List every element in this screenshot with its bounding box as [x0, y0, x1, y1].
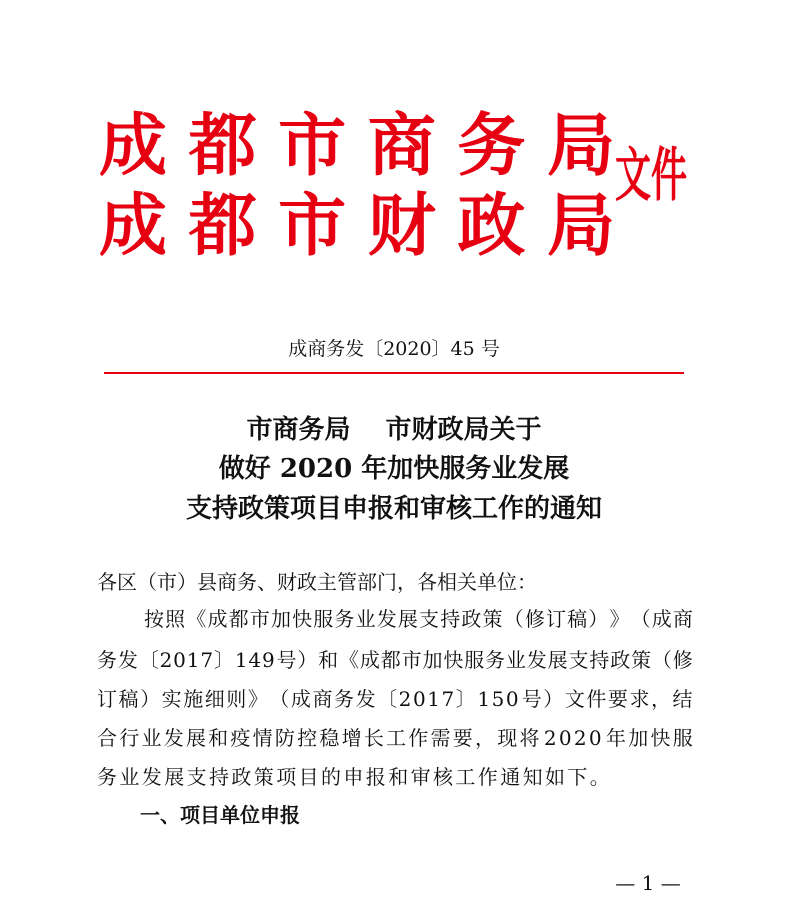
document-title-line-1: 市商务局 市财政局关于: [246, 415, 542, 445]
issuer-char: 政: [457, 186, 526, 266]
issuer-char: 都: [188, 106, 257, 186]
issuer-char: 成: [98, 106, 167, 186]
paragraph-line: 按 照 《 成 都 市 加 快 服 务 业 发 展 支 持 政 策 （ 修 订 稿 ） 》 （ 成 商: [144, 607, 693, 631]
paragraph-line: 订 稿 ） 实 施 细 则 》 （ 成 商 务 发 〔 2 0 1 7 〕 1 5 0 号 ） 文 件 要 求 ， 结: [97, 687, 693, 711]
issuer-line-finance: [97, 188, 617, 264]
issuer-char: 商: [367, 106, 436, 186]
issuer-char: 市: [278, 106, 347, 186]
red-divider: [104, 372, 684, 374]
document-number: 成商务发〔2020〕45 号: [288, 338, 500, 360]
issuer-char: 财: [367, 186, 436, 266]
paragraph-line: 务 发 〔 2 0 1 7 〕 1 4 9 号 ） 和 《 成 都 市 加 快 服 务 业 发 展 支 持 政 策 （ 修: [97, 648, 693, 672]
issuer-char: 成: [98, 186, 167, 266]
paragraph-line: 合 行 业 发 展 和 疫 情 防 控 稳 增 长 工 作 需 要 ， 现 将 2 0 2 0 年 加 快 服: [97, 726, 693, 750]
issuer-char: 都: [188, 186, 257, 266]
issuer-char: 局: [546, 186, 615, 266]
issuer-char: 务: [457, 106, 526, 186]
issuer-char: 局: [546, 106, 615, 186]
document-type-label: 文件: [615, 141, 687, 209]
issuer-line-commerce: [97, 108, 617, 184]
page-number: — 1 —: [615, 871, 681, 895]
section-heading: 一、项目单位申报: [140, 803, 300, 827]
issuer-char: 市: [278, 186, 347, 266]
document-title-line-3: 支持政策项目申报和审核工作的通知: [185, 494, 602, 524]
paragraph-line: 务业发展支持政策项目的申报和审核工作通知如下。: [97, 765, 613, 789]
document-header: [0, 0, 788, 300]
document-title-line-2: 做好 2020 年加快服务业发展: [218, 454, 570, 484]
salutation: 各区（市）县商务、财政主管部门，各相关单位：: [97, 570, 537, 594]
